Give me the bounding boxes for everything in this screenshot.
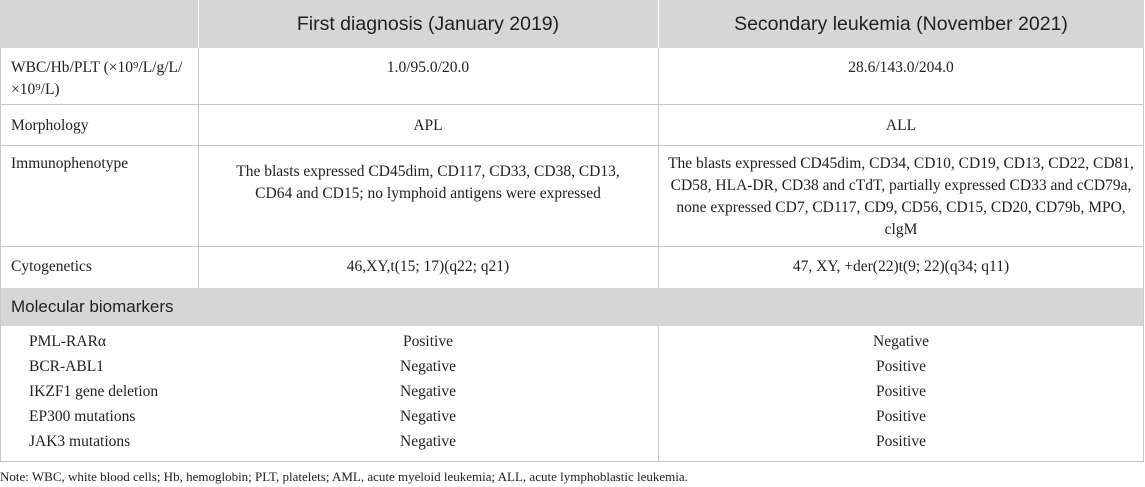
- cell-first-immuno-line: The blasts expressed CD45dim, CD117, CD33, CD38, CD13,: [236, 163, 620, 180]
- cell-first-molecular: Negative: [400, 408, 456, 425]
- table-row-morphology: [0, 105, 1144, 145]
- cell-secondary-molecular: Positive: [876, 433, 926, 450]
- table-row-immunophenotype: [0, 146, 1144, 242]
- cell-secondary-molecular: Positive: [876, 383, 926, 400]
- row-label-molecular: IKZF1 gene deletion: [29, 383, 159, 400]
- row-label-molecular: JAK3 mutations: [29, 433, 131, 450]
- table-row: [0, 431, 1144, 455]
- table-row: [0, 381, 1144, 405]
- row-label-wbc-line1: WBC/Hb/PLT (×10⁹/L/g/L/: [11, 59, 183, 76]
- cell-secondary-cytogenetics: 47, XY, +der(22)t(9; 22)(q34; q11): [792, 258, 1010, 275]
- cell-first-molecular: Positive: [403, 333, 453, 350]
- header-divider-1: [198, 0, 199, 48]
- header-divider-2: [658, 0, 659, 48]
- cell-first-wbc: 1.0/95.0/20.0: [386, 59, 470, 76]
- row-label-cytogenetics: Cytogenetics: [11, 258, 92, 275]
- row-label-molecular: EP300 mutations: [29, 408, 136, 425]
- cell-first-immunophenotype: [198, 161, 658, 205]
- section-title: Molecular biomarkers: [11, 297, 174, 316]
- table-row: [0, 406, 1144, 430]
- cell-secondary-molecular: Positive: [876, 408, 926, 425]
- cell-first-molecular: Negative: [400, 358, 456, 375]
- cell-secondary-morphology: ALL: [885, 117, 917, 134]
- cell-first-molecular: Negative: [400, 433, 456, 450]
- table-row: [0, 331, 1144, 355]
- table-border-right: [1143, 48, 1144, 461]
- header-secondary-leukemia: Secondary leukemia (November 2021): [734, 13, 1068, 35]
- row-label-wbc-line2: ×10⁹/L): [11, 81, 60, 98]
- table-row-wbc: [0, 48, 1144, 104]
- row-label-molecular: PML-RARα: [29, 333, 107, 350]
- cell-secondary-immuno-line: none expressed CD7, CD117, CD9, CD56, CD15, CD20, CD79b, MPO,: [676, 199, 1126, 216]
- cell-secondary-molecular: Negative: [873, 333, 929, 350]
- table-row-cytogenetics: [0, 247, 1144, 288]
- section-header-molecular: [0, 288, 1144, 326]
- cell-secondary-immuno-line: CD58, HLA-DR, CD38 and cTdT, partially expressed CD33 and cCD79a,: [670, 177, 1132, 194]
- table-border-left: [0, 48, 1, 461]
- table-border-bottom: [0, 461, 1144, 462]
- cell-first-immuno-line: CD64 and CD15; no lymphoid antigens were expressed: [255, 185, 601, 202]
- header-first-diagnosis: First diagnosis (January 2019): [296, 13, 560, 35]
- column-divider: [658, 48, 659, 288]
- row-label-wbc: [11, 57, 182, 101]
- cell-secondary-molecular: Positive: [876, 358, 926, 375]
- cell-secondary-immuno-line: The blasts expressed CD45dim, CD34, CD10, CD19, CD13, CD22, CD81,: [668, 155, 1134, 172]
- cell-first-cytogenetics: 46,XY,t(15; 17)(q22; q21): [346, 258, 510, 275]
- cell-secondary-immunophenotype: [658, 153, 1144, 241]
- table-header: [0, 0, 1144, 48]
- table-note: Note: WBC, white blood cells; Hb, hemoglobin; PLT, platelets; AML, acute myeloid leukemia; ALL, acute lymphoblastic leukemia.: [0, 469, 688, 484]
- cell-first-morphology: APL: [413, 117, 443, 134]
- row-label-immunophenotype: Immunophenotype: [11, 155, 129, 172]
- row-label-molecular: BCR-ABL1: [29, 358, 104, 375]
- cell-secondary-wbc: 28.6/143.0/204.0: [848, 59, 954, 76]
- row-label-morphology: Morphology: [11, 117, 89, 134]
- header-col1: [0, 0, 198, 48]
- column-divider: [658, 326, 659, 461]
- cell-secondary-immuno-line: clgM: [884, 221, 918, 238]
- cell-first-molecular: Negative: [400, 383, 456, 400]
- table-row: [0, 356, 1144, 380]
- column-divider: [198, 48, 199, 288]
